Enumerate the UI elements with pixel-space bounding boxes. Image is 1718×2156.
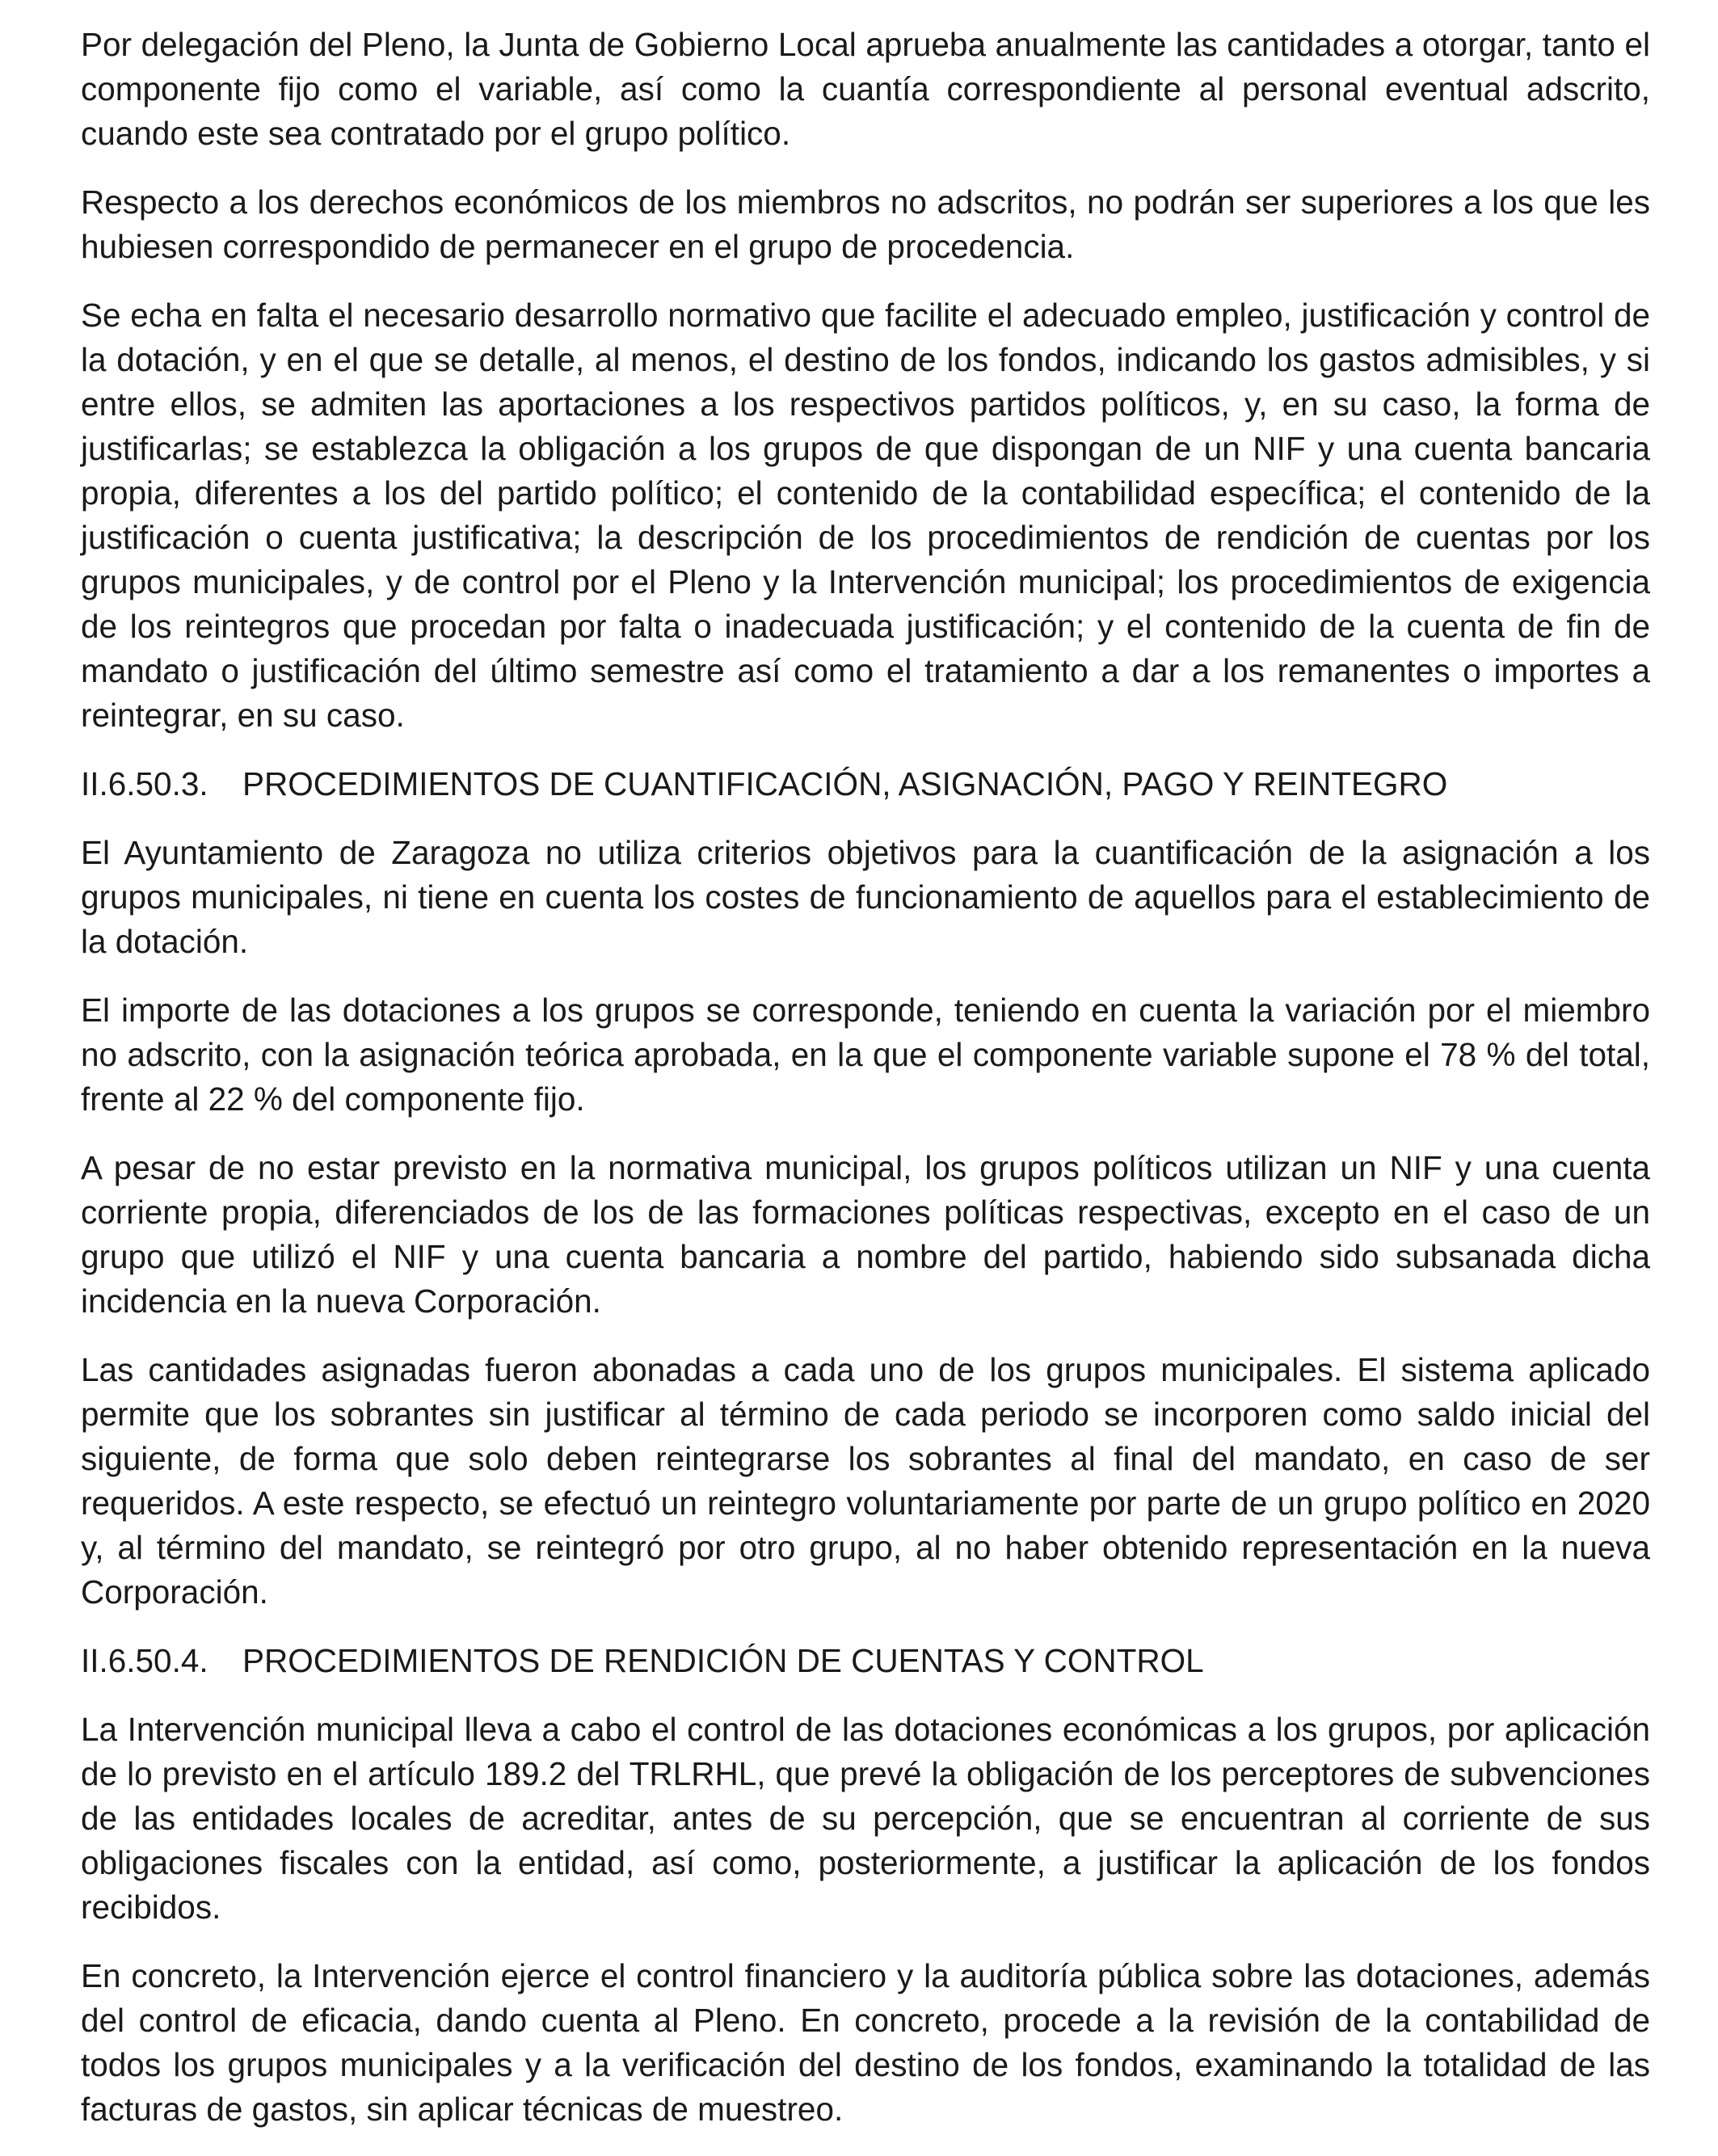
section-title: PROCEDIMIENTOS DE CUANTIFICACIÓN, ASIGNACIÓN, PAGO Y REINTEGRO bbox=[242, 765, 1448, 802]
paragraph-miembros-no-adscritos: Respecto a los derechos económicos de los miembros no adscritos, no podrán ser superiores a los que les hubiesen correspondido de permanecer en el grupo de procedencia. bbox=[81, 183, 1650, 265]
paragraph-delegacion-pleno: Por delegación del Pleno, la Junta de Gobierno Local aprueba anualmente las cantidades a otorgar, tanto el componente fijo como el variable, así como la cuantía correspondiente al personal eventual adscrito, cuando este sea contratado por el grupo político. bbox=[81, 26, 1650, 152]
paragraph-importe-dotaciones: El importe de las dotaciones a los grupos se corresponde, teniendo en cuenta la variación por el miembro no adscrito, con la asignación teórica aprobada, en la que el componente variable supone el 78 % del total, frente al 22 % del componente fijo. bbox=[81, 992, 1650, 1118]
section-number: II.6.50.3. bbox=[81, 765, 208, 802]
section-number: II.6.50.4. bbox=[81, 1642, 208, 1679]
section-title: PROCEDIMIENTOS DE RENDICIÓN DE CUENTAS Y CONTROL bbox=[242, 1642, 1204, 1679]
paragraph-intervencion-control: La Intervención municipal lleva a cabo el control de las dotaciones económicas a los grupos, por aplicación de lo previsto en el artículo 189.2 del TRLRHL, que prevé la obligación de los perceptores de subvenciones de las entidades locales de acreditar, antes de su percepción, que se encuentran al corriente de sus obligaciones fiscales con la entidad, así como, posteriormente, a justificar la aplicación de los fondos recibidos. bbox=[81, 1711, 1650, 1926]
section-heading-cuantificacion bbox=[81, 762, 1650, 806]
paragraph-criterios-objetivos: El Ayuntamiento de Zaragoza no utiliza criterios objetivos para la cuantificación de la asignación a los grupos municipales, ni tiene en cuenta los costes de funcionamiento de aquellos para el establecimiento de la dotación. bbox=[81, 834, 1650, 960]
section-heading-rendicion bbox=[81, 1639, 1650, 1683]
paragraph-cantidades-asignadas: Las cantidades asignadas fueron abonadas a cada uno de los grupos municipales. El sistema aplicado permite que los sobrantes sin justificar al término de cada periodo se incorporen como saldo inicial del siguiente, de forma que solo deben reintegrarse los sobrantes al final del mandato, en caso de ser requeridos. A este respecto, se efectuó un reintegro voluntariamente por parte de un grupo político en 2020 y, al término del mandato, se reintegró por otro grupo, al no haber obtenido representación en la nueva Corporación. bbox=[81, 1351, 1650, 1611]
paragraph-desarrollo-normativo: Se echa en falta el necesario desarrollo normativo que facilite el adecuado empleo, justificación y control de la dotación, y en el que se detalle, al menos, el destino de los fondos, indicando los gastos admisibles, y si entre ellos, se admiten las aportaciones a los respectivos partidos políticos, y, en su caso, la forma de justificarlas; se establezca la obligación a los grupos de que dispongan de un NIF y una cuenta bancaria propia, diferentes a los del partido político; el contenido de la contabilidad específica; el contenido de la justificación o cuenta justificativa; la descripción de los procedimientos de rendición de cuentas por los grupos municipales, y de control por el Pleno y la Intervención municipal; los procedimientos de exigencia de los reintegros que procedan por falta o inadecuada justificación; y el contenido de la cuenta de fin de mandato o justificación del último semestre así como el tratamiento a dar a los remanentes o importes a reintegrar, en su caso. bbox=[81, 297, 1650, 734]
paragraph-control-financiero: En concreto, la Intervención ejerce el control financiero y la auditoría pública sobre las dotaciones, además del control de eficacia, dando cuenta al Pleno. En concreto, procede a la revisión de la contabilidad de todos los grupos municipales y a la verificación del destino de los fondos, examinando la totalidad de las facturas de gastos, sin aplicar técnicas de muestreo. bbox=[81, 1957, 1650, 2128]
paragraph-nif-cuenta: A pesar de no estar previsto en la normativa municipal, los grupos políticos utilizan un NIF y una cuenta corriente propia, diferenciados de los de las formaciones políticas respectivas, excepto en el caso de un grupo que utilizó el NIF y una cuenta bancaria a nombre del partido, habiendo sido subsanada dicha incidencia en la nueva Corporación. bbox=[81, 1149, 1650, 1320]
document-page bbox=[81, 23, 1650, 2156]
